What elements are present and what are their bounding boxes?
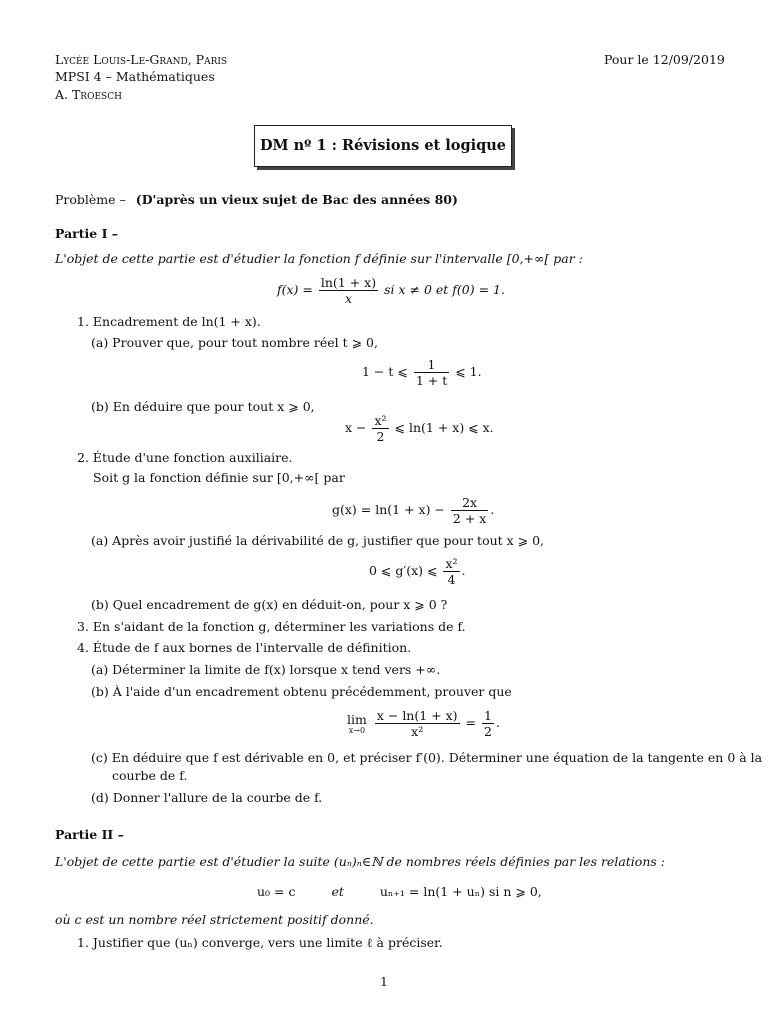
question-2b: (b) Quel encadrement de g(x) en déduit-on, pour x ⩾ 0 ? [91,597,448,612]
part2-relations [257,884,542,900]
q2-num: 2x [451,495,488,511]
part1-heading: Partie I – [55,226,119,241]
q2-den: 2 + x [452,511,487,526]
class-name: MPSI 4 – Mathématiques [55,69,215,84]
q4b-rden: 2 [484,724,492,739]
q2a-end: . [461,563,466,578]
part2-question-1: 1. Justifier que (uₙ) converge, vers une limite ℓ à préciser. [77,935,443,950]
q4b-lim: lim [347,711,367,727]
q1a-lhs: 1 − t ⩽ [362,364,408,379]
q4b-eq: = [465,715,477,730]
rel-et: et [331,884,344,899]
question-2: 2. Étude d'une fonction auxiliaire. [77,450,293,465]
def-rest: si x ≠ 0 et f(0) = 1. [384,282,505,297]
q4b-rnum: 1 [484,708,492,723]
part2-note: où c est un nombre réel strictement positif donné. [55,912,374,927]
q2-lhs: g(x) = ln(1 + x) − [332,502,445,517]
question-3: 3. En s'aidant de la fonction g, déterminer les variations de f. [77,619,466,634]
q4b-limit [347,712,367,736]
q2-fraction [451,495,488,526]
q1a-fraction [414,357,449,388]
question-1b-formula [345,413,494,444]
q2a-fraction [443,556,459,587]
question-1: 1. Encadrement de ln(1 + x). [77,314,261,329]
q1a-num: 1 [414,357,449,373]
question-4c-line2: courbe de f. [112,768,188,783]
q4b-result [482,708,494,739]
author-name: A. Troesch [55,87,122,102]
question-4b: (b) À l'aide d'un encadrement obtenu précédemment, prouver que [91,684,512,699]
q1b-fraction [372,413,388,444]
question-2a: (a) Après avoir justifié la dérivabilité de g, justifier que pour tout x ⩾ 0, [91,533,545,548]
problem-heading [55,192,458,208]
question-1a-formula [362,357,482,388]
question-2a-formula [369,556,466,587]
question-4d: (d) Donner l'allure de la courbe de f. [91,790,323,805]
q1b-rhs: ⩽ ln(1 + x) ⩽ x. [394,420,494,435]
q2a-lhs: 0 ⩽ g′(x) ⩽ [369,563,438,578]
part2-intro: L'objet de cette partie est d'étudier la suite (uₙ)ₙ∈ℕ de nombres réels définies par les relations : [55,854,665,869]
rel-right: uₙ₊₁ = ln(1 + uₙ) si n ⩾ 0, [379,884,542,899]
school-name: Lycée Louis-Le-Grand, Paris [55,52,228,67]
def-den: x [344,291,353,306]
document-title [254,125,512,167]
question-1b: (b) En déduire que pour tout x ⩾ 0, [91,399,315,414]
question-2-intro: Soit g la fonction définie sur [0,+∞[ par [93,470,345,485]
def-fraction [319,275,378,306]
question-4a: (a) Déterminer la limite de f(x) lorsque x tend vers +∞. [91,662,441,677]
def-lhs: f(x) = [277,282,313,297]
due-date: Pour le 12/09/2019 [604,52,725,67]
part2-heading: Partie II – [55,827,124,842]
q4b-den: x² [411,724,424,739]
question-2-formula [332,495,494,526]
q2a-num: x² [445,556,458,571]
page-number: 1 [380,974,388,989]
document-title-text: DM nº 1 : Révisions et logique [259,136,507,154]
q4b-num: x − ln(1 + x) [376,708,458,723]
def-num: ln(1 + x) [320,275,377,290]
q2a-den: 4 [447,572,456,587]
q1b-den: 2 [376,429,385,444]
q4b-fraction [375,708,460,739]
q1b-num: x² [374,413,387,428]
q1b-lhs: x − [345,420,367,435]
q1a-den: 1 + t [415,373,448,388]
question-4b-formula [347,708,500,739]
q4b-end: . [495,715,500,730]
part1-intro: L'objet de cette partie est d'étudier la fonction f définie sur l'intervalle [0,+∞[ par : [55,251,583,266]
q4b-lim-under: x→0 [348,726,366,736]
q2-end: . [490,502,495,517]
rel-left: u₀ = c [257,884,296,899]
problem-subtitle: (D'après un vieux sujet de Bac des années 80) [135,192,458,207]
question-1a: (a) Prouver que, pour tout nombre réel t ⩾ 0, [91,335,378,350]
problem-label: Problème – [55,192,126,207]
question-4: 4. Étude de f aux bornes de l'intervalle de définition. [77,640,412,655]
question-4c-line1: (c) En déduire que f est dérivable en 0, et préciser f′(0). Déterminer une équation de la tangente en 0 à la [91,750,763,765]
q1a-rhs: ⩽ 1. [455,364,482,379]
part1-definition [277,275,505,306]
